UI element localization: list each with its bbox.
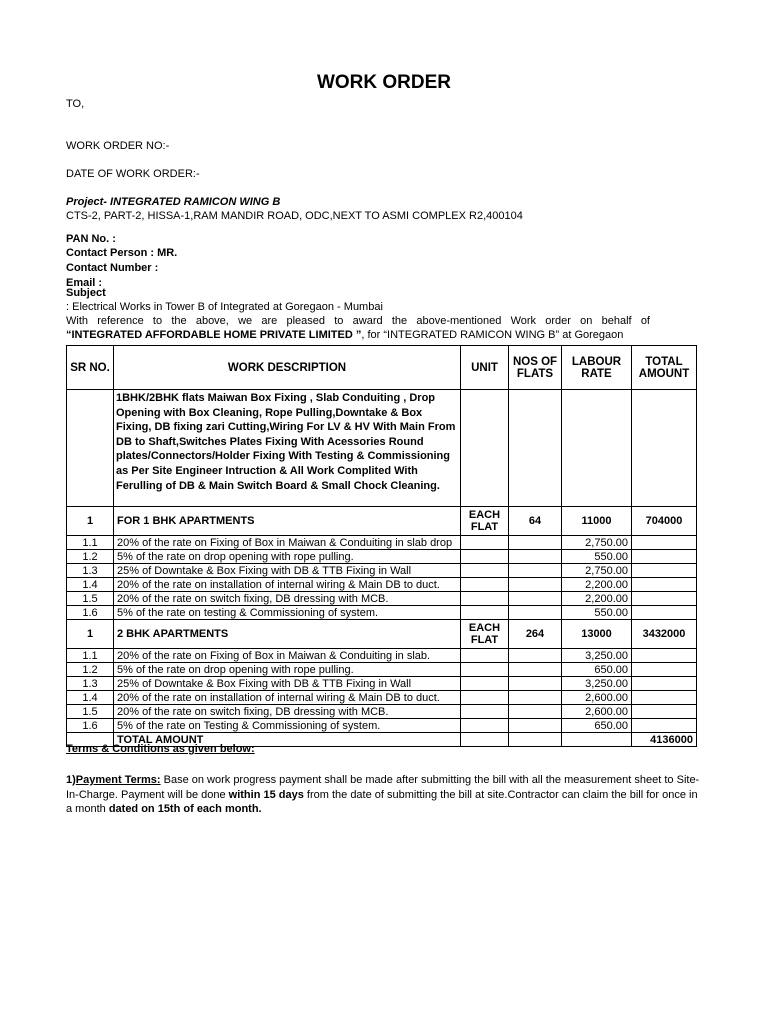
total-value: 4136000 xyxy=(632,733,697,747)
group-row-2bhk xyxy=(67,620,697,649)
project-address: CTS-2, PART-2, HISSA-1,RAM MANDIR ROAD, ODC,NEXT TO ASMI COMPLEX R2,400104 xyxy=(66,210,523,222)
description-row xyxy=(67,390,697,507)
table-row: 1.4 20% of the rate on installation of internal wiring & Main DB to duct. 2,600.00 xyxy=(67,691,697,705)
contact-number: Contact Number : xyxy=(66,262,159,274)
group-sr: 1 xyxy=(67,507,114,536)
company-line xyxy=(66,329,623,341)
work-description-text: 1BHK/2BHK flats Maiwan Box Fixing , Slab Conduiting , Drop Opening with Box Cleaning, Rope Pulling,Downtake & Box Fixing, DB fixing zari Cutting,Wiring For LV & HV With Main From DB to Shaft,Switches Plates Fixing With Acessories Round plates/Connectors/Holder Fixing With Testing & Commissioning as Per Site Engineer Intruction & All Work Complited With Ferulling of DB & Main Switch Board & Small Chock Cleaning. xyxy=(114,390,461,507)
table-row: 1.5 20% of the rate on switch fixing, DB dressing with MCB. 2,600.00 xyxy=(67,705,697,719)
table-row: 1.2 5% of the rate on drop opening with rope pulling. 650.00 xyxy=(67,663,697,677)
subject-heading: Subject xyxy=(66,287,106,299)
table-row: 1.3 25% of Downtake & Box Fixing with DB & TTB Fixing in Wall 3,250.00 xyxy=(67,677,697,691)
group-label: FOR 1 BHK APARTMENTS xyxy=(114,507,461,536)
payment-terms-label: Payment Terms: xyxy=(75,774,161,786)
table-row: 1.3 25% of Downtake & Box Fixing with DB & TTB Fixing in Wall 2,750.00 xyxy=(67,564,697,578)
terms-number: 1) xyxy=(66,774,76,786)
table-row: 1.6 5% of the rate on testing & Commissioning of system. 550.00 xyxy=(67,606,697,620)
header-unit: UNIT xyxy=(461,346,509,390)
header-nos-of-flats: NOS OF FLATS xyxy=(509,346,562,390)
group-nos: 64 xyxy=(509,507,562,536)
group-label: 2 BHK APARTMENTS xyxy=(114,620,461,649)
group-unit: EACH FLAT xyxy=(461,507,509,536)
document-title: WORK ORDER xyxy=(316,72,452,93)
header-total-amount: TOTAL AMOUNT xyxy=(632,346,697,390)
group-amount: 704000 xyxy=(632,507,697,536)
header-sr-no: SR NO. xyxy=(67,346,114,390)
table-row: 1.1 20% of the rate on Fixing of Box in Maiwan & Conduiting in slab drop 2,750.00 xyxy=(67,536,697,550)
group-sr: 1 xyxy=(67,620,114,649)
group-amount: 3432000 xyxy=(632,620,697,649)
table-row: 1.2 5% of the rate on drop opening with rope pulling. 550.00 xyxy=(67,550,697,564)
subject-line: : Electrical Works in Tower B of Integrated at Goregaon - Mumbai xyxy=(66,301,383,313)
group-row-1bhk xyxy=(67,507,697,536)
reference-line: With reference to the above, we are pleased to award the above-mentioned Work order on behalf of xyxy=(66,315,650,327)
company-name: “INTEGRATED AFFORDABLE HOME PRIVATE LIMITED ” xyxy=(66,329,362,341)
header-labour-rate: LABOUR RATE xyxy=(562,346,632,390)
work-order-table xyxy=(66,345,697,747)
terms-heading: Terms & Conditions as given below: xyxy=(66,743,255,755)
group-nos: 264 xyxy=(509,620,562,649)
contact-person: Contact Person : MR. xyxy=(66,247,178,259)
table-row: 1.6 5% of the rate on Testing & Commissioning of system. 650.00 xyxy=(67,719,697,733)
header-work-description: WORK DESCRIPTION xyxy=(114,346,461,390)
table-header-row xyxy=(67,346,697,390)
work-order-number: WORK ORDER NO:- xyxy=(66,140,170,152)
pan-number: PAN No. : xyxy=(66,233,116,245)
work-order-date: DATE OF WORK ORDER:- xyxy=(66,168,200,180)
group-rate: 13000 xyxy=(562,620,632,649)
project-name: Project- INTEGRATED RAMICON WING B xyxy=(66,196,281,208)
group-rate: 11000 xyxy=(562,507,632,536)
group-unit: EACH FLAT xyxy=(461,620,509,649)
table-row: 1.5 20% of the rate on switch fixing, DB dressing with MCB. 2,200.00 xyxy=(67,592,697,606)
total-label: TOTAL AMOUNT xyxy=(114,733,461,747)
for-project: , for “INTEGRATED RAMICON WING B” at Goregaon xyxy=(361,329,624,341)
table-row: 1.4 20% of the rate on installation of internal wiring & Main DB to duct. 2,200.00 xyxy=(67,578,697,592)
to-line: TO, xyxy=(66,98,85,110)
table-row: 1.1 20% of the rate on Fixing of Box in Maiwan & Conduiting in slab. 3,250.00 xyxy=(67,649,697,663)
email: Email : xyxy=(66,277,103,289)
payment-terms-paragraph: 1)Payment Terms: Base on work progress payment shall be made after submitting the bill with all the measurement sheet to Site-In-Charge. Payment will be done within 15 days from the date of submitting the bill at site.Contractor can claim the bill for once in a month dated on 15th of each month. xyxy=(66,774,700,815)
